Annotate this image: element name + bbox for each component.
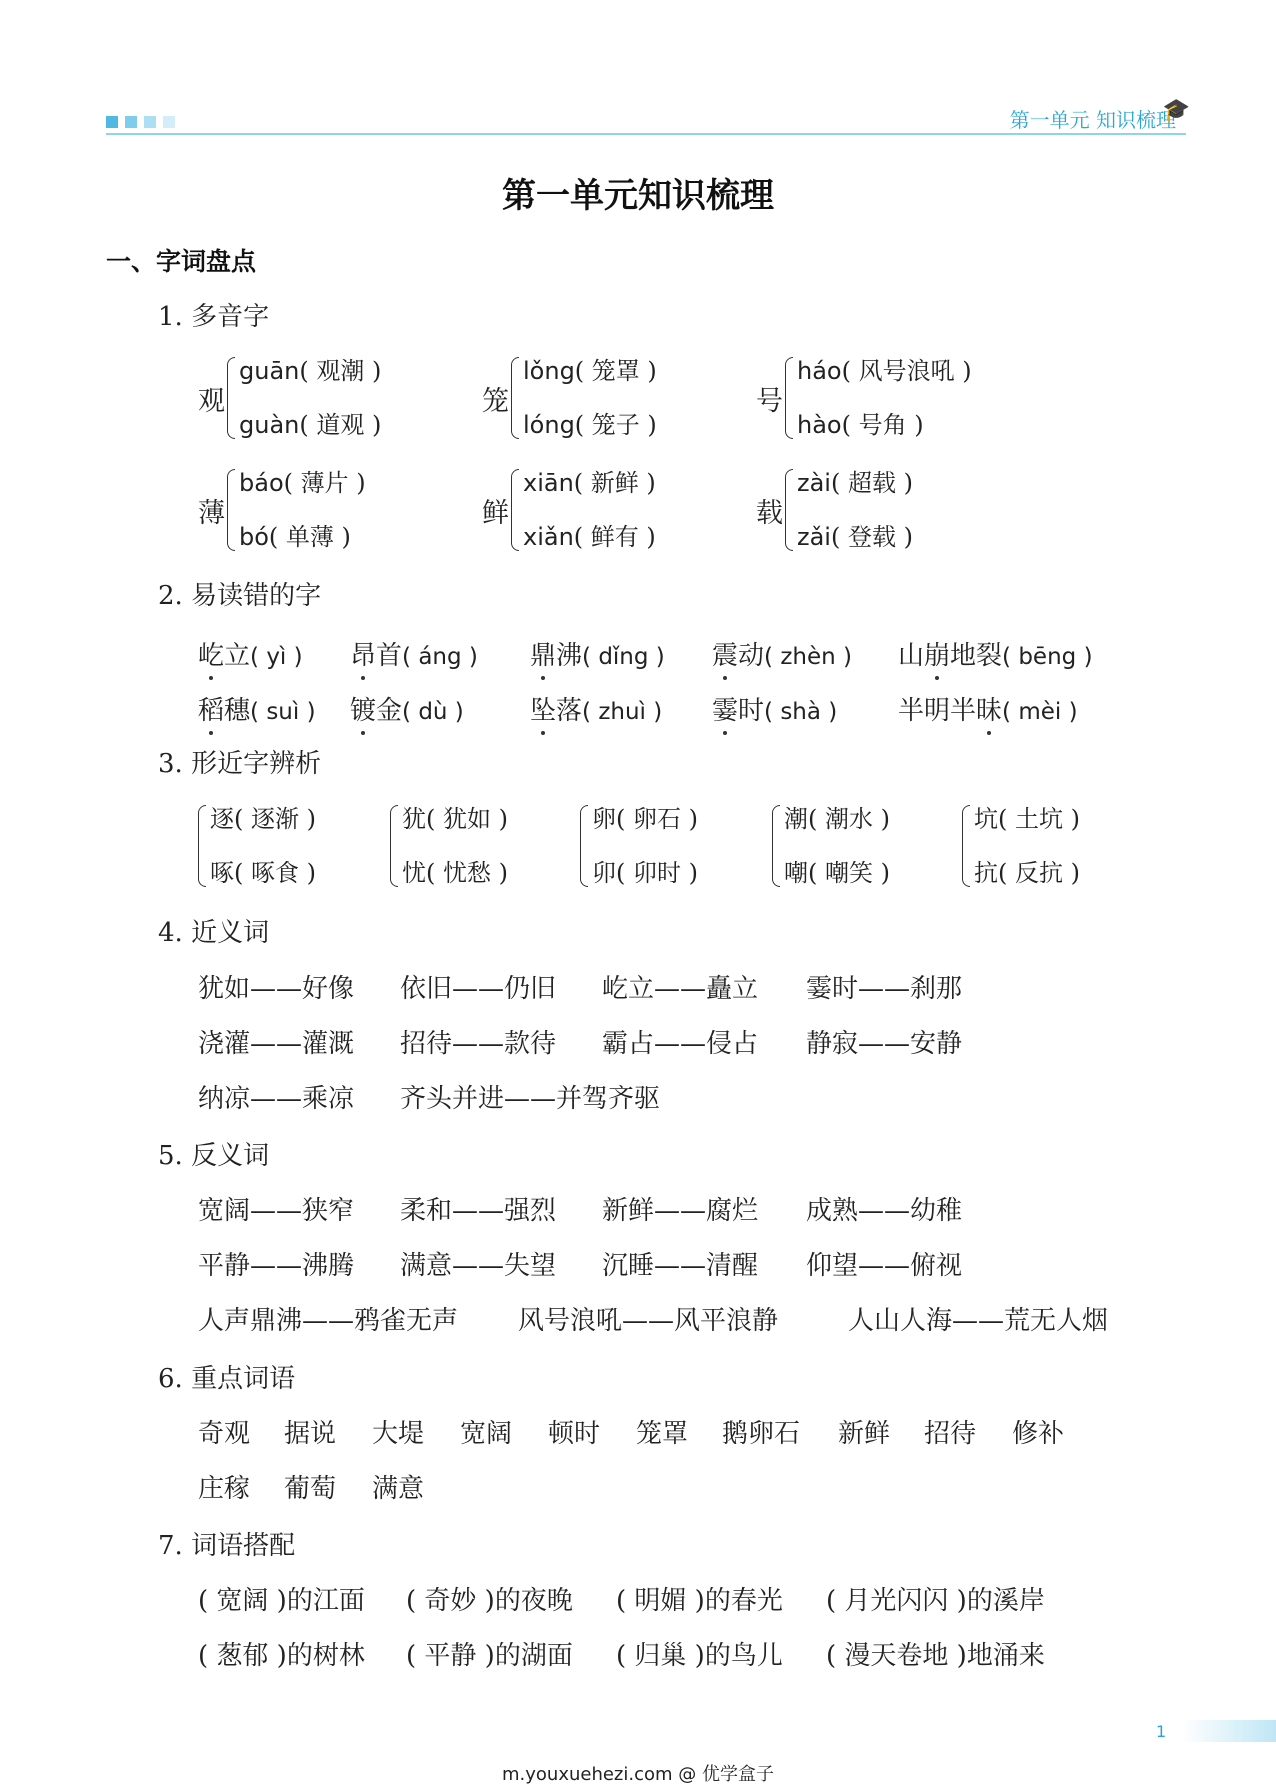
dotted-char: 昧 bbox=[976, 690, 1002, 727]
similar-char-entry: 犹( 犹如 ) bbox=[402, 805, 508, 833]
polyphone-char: 鲜 bbox=[482, 497, 509, 529]
word-part: 时 bbox=[738, 696, 765, 726]
example-word: ( 风号浪吼 ) bbox=[841, 357, 972, 385]
key-word: 鹅卵石 bbox=[722, 1419, 801, 1449]
pinyin: hào bbox=[797, 411, 842, 439]
polyphone-reading bbox=[523, 352, 657, 390]
word-part: 动 bbox=[738, 641, 765, 671]
brace-icon bbox=[390, 805, 398, 887]
misread-word bbox=[898, 635, 1093, 672]
word-part: 落 bbox=[556, 696, 583, 726]
key-word: 庄稼 bbox=[198, 1474, 251, 1504]
synonym-pair: 纳凉——乘凉 bbox=[198, 1084, 355, 1114]
polyphone-item bbox=[482, 352, 657, 444]
word-part: 立 bbox=[224, 641, 251, 671]
synonyms-label: 4. 近义词 bbox=[158, 918, 270, 948]
similar-group bbox=[390, 800, 508, 892]
polyphone-char: 观 bbox=[198, 385, 225, 417]
similar-char-entry: 卯( 卯时 ) bbox=[592, 859, 698, 887]
word-part: 金 bbox=[376, 696, 403, 726]
similar-char-entry: 卵( 卵石 ) bbox=[592, 805, 698, 833]
page-title: 第一单元知识梳理 bbox=[502, 176, 774, 216]
dotted-char: 震 bbox=[712, 635, 738, 672]
synonym-pair: 静寂——安静 bbox=[806, 1029, 963, 1059]
misread-word bbox=[898, 690, 1078, 727]
synonym-pair: 招待——款待 bbox=[400, 1029, 557, 1059]
brace-icon bbox=[227, 469, 235, 551]
similar-char-entry: 忧( 忧愁 ) bbox=[402, 859, 508, 887]
brace-icon bbox=[511, 469, 519, 551]
brace-icon bbox=[772, 805, 780, 887]
polyphone-reading bbox=[797, 518, 913, 556]
misread-word bbox=[198, 690, 316, 727]
pinyin: ( zhèn ) bbox=[764, 644, 852, 670]
pinyin: guān bbox=[239, 357, 300, 385]
pinyin: ( zhuì ) bbox=[582, 699, 663, 725]
brace-icon bbox=[785, 357, 793, 439]
collocation: ( 宽阔 )的江面 bbox=[198, 1586, 365, 1616]
word-part: 半明半 bbox=[898, 696, 977, 726]
pinyin: xiǎn bbox=[523, 523, 574, 551]
header-rule bbox=[106, 133, 1186, 135]
pinyin: ( suì ) bbox=[250, 699, 316, 725]
similar-char-entry: 啄( 啄食 ) bbox=[210, 859, 316, 887]
polyphones-label: 1. 多音字 bbox=[158, 302, 270, 332]
pinyin: ( bēng ) bbox=[1002, 644, 1093, 670]
example-word: ( 超载 ) bbox=[830, 469, 913, 497]
dotted-char: 坠 bbox=[530, 690, 556, 727]
collocation: ( 漫天卷地 )地涌来 bbox=[826, 1641, 1045, 1671]
antonyms-label: 5. 反义词 bbox=[158, 1141, 270, 1171]
dotted-char: 昂 bbox=[350, 635, 376, 672]
key-word: 修补 bbox=[1012, 1419, 1065, 1449]
polyphone-reading bbox=[797, 464, 913, 502]
synonym-pair: 犹如——好像 bbox=[198, 974, 355, 1004]
similar-char-entry: 坑( 土坑 ) bbox=[974, 805, 1080, 833]
synonym-pair: 齐头并进——并驾齐驱 bbox=[400, 1084, 661, 1114]
dotted-char: 鼎 bbox=[530, 635, 556, 672]
key-word: 笼罩 bbox=[636, 1419, 689, 1449]
pinyin: báo bbox=[239, 469, 284, 497]
example-word: ( 薄片 ) bbox=[283, 469, 366, 497]
example-word: ( 单薄 ) bbox=[268, 523, 351, 551]
polyphone-reading bbox=[239, 406, 381, 444]
similar-char-entry: 抗( 反抗 ) bbox=[974, 859, 1080, 887]
antonym-pair: 满意——失望 bbox=[400, 1251, 557, 1281]
word-part: 首 bbox=[376, 641, 403, 671]
word-part: 沸 bbox=[556, 641, 583, 671]
example-word: ( 新鲜 ) bbox=[573, 469, 656, 497]
collocation: ( 葱郁 )的树林 bbox=[198, 1641, 365, 1671]
similar-group bbox=[772, 800, 890, 892]
polyphone-char: 号 bbox=[756, 385, 783, 417]
polyphone-reading bbox=[239, 518, 366, 556]
pinyin: zài bbox=[797, 469, 831, 497]
key-word: 宽阔 bbox=[460, 1419, 513, 1449]
page-number: 1 bbox=[1156, 1722, 1167, 1741]
antonym-pair: 人声鼎沸——鸦雀无声 bbox=[198, 1306, 459, 1336]
polyphone-item bbox=[482, 464, 656, 556]
word-part: 地裂 bbox=[950, 641, 1003, 671]
antonym-pair: 柔和——强烈 bbox=[400, 1196, 557, 1226]
example-word: ( 号角 ) bbox=[841, 411, 924, 439]
antonym-pair: 风号浪吼——风平浪静 bbox=[518, 1306, 779, 1336]
misread-word bbox=[350, 635, 478, 672]
word-part: 穗 bbox=[224, 696, 251, 726]
graduation-cap-icon: 🎓 bbox=[1162, 98, 1190, 123]
similar-group bbox=[198, 800, 316, 892]
key-word: 招待 bbox=[924, 1419, 977, 1449]
similar-char-entry: 逐( 逐渐 ) bbox=[210, 805, 316, 833]
polyphone-reading bbox=[797, 406, 972, 444]
example-word: ( 笼子 ) bbox=[574, 411, 657, 439]
antonym-pair: 成熟——幼稚 bbox=[806, 1196, 963, 1226]
misread-label: 2. 易读错的字 bbox=[158, 581, 322, 611]
synonym-pair: 依旧——仍旧 bbox=[400, 974, 557, 1004]
polyphone-item bbox=[198, 464, 366, 556]
example-word: ( 笼罩 ) bbox=[574, 357, 657, 385]
collocation: ( 明媚 )的春光 bbox=[616, 1586, 783, 1616]
key-word: 据说 bbox=[284, 1419, 337, 1449]
similar-group bbox=[580, 800, 698, 892]
brace-icon bbox=[580, 805, 588, 887]
synonym-pair: 屹立——矗立 bbox=[602, 974, 759, 1004]
example-word: ( 观潮 ) bbox=[299, 357, 382, 385]
dotted-char: 稻 bbox=[198, 690, 224, 727]
antonym-pair: 新鲜——腐烂 bbox=[602, 1196, 759, 1226]
example-word: ( 鲜有 ) bbox=[573, 523, 656, 551]
polyphone-reading bbox=[523, 406, 657, 444]
similar-group bbox=[962, 800, 1080, 892]
example-word: ( 登载 ) bbox=[830, 523, 913, 551]
similar-label: 3. 形近字辨析 bbox=[158, 749, 322, 779]
polyphone-reading bbox=[523, 518, 656, 556]
word-part: 山 bbox=[898, 641, 925, 671]
antonym-pair: 仰望——俯视 bbox=[806, 1251, 963, 1281]
pinyin: guàn bbox=[239, 411, 300, 439]
collocation: ( 平静 )的湖面 bbox=[406, 1641, 573, 1671]
misread-word bbox=[350, 690, 464, 727]
polyphone-item bbox=[756, 464, 913, 556]
misread-word bbox=[530, 690, 662, 727]
polyphone-char: 薄 bbox=[198, 497, 225, 529]
pinyin: ( dù ) bbox=[402, 699, 464, 725]
key-word: 大堤 bbox=[372, 1419, 425, 1449]
antonym-pair: 宽阔——狭窄 bbox=[198, 1196, 355, 1226]
page-number-bar bbox=[1182, 1720, 1276, 1742]
brace-icon bbox=[511, 357, 519, 439]
pinyin: ( áng ) bbox=[402, 644, 478, 670]
antonym-pair: 人山人海——荒无人烟 bbox=[848, 1306, 1109, 1336]
pinyin: lóng bbox=[523, 411, 575, 439]
pinyin: háo bbox=[797, 357, 842, 385]
polyphone-item bbox=[756, 352, 972, 444]
polyphone-item bbox=[198, 352, 381, 444]
example-word: ( 道观 ) bbox=[299, 411, 382, 439]
dotted-char: 霎 bbox=[712, 690, 738, 727]
pinyin: zǎi bbox=[797, 523, 831, 551]
polyphone-char: 笼 bbox=[482, 385, 509, 417]
brace-icon bbox=[785, 469, 793, 551]
collocation: ( 奇妙 )的夜晚 bbox=[406, 1586, 573, 1616]
header-squares bbox=[106, 116, 175, 128]
brace-icon bbox=[962, 805, 970, 887]
header-section-label: 第一单元 知识梳理 bbox=[1009, 108, 1176, 132]
misread-word bbox=[712, 635, 852, 672]
pinyin: xiān bbox=[523, 469, 574, 497]
key-word: 奇观 bbox=[198, 1419, 251, 1449]
misread-word bbox=[198, 635, 303, 672]
synonym-pair: 浇灌——灌溉 bbox=[198, 1029, 355, 1059]
antonym-pair: 平静——沸腾 bbox=[198, 1251, 355, 1281]
polyphone-reading bbox=[797, 352, 972, 390]
synonym-pair: 霎时——刹那 bbox=[806, 974, 963, 1004]
similar-char-entry: 嘲( 嘲笑 ) bbox=[784, 859, 890, 887]
brace-icon bbox=[198, 805, 206, 887]
key-word: 满意 bbox=[372, 1474, 425, 1504]
collocation: ( 月光闪闪 )的溪岸 bbox=[826, 1586, 1045, 1616]
pinyin: ( yì ) bbox=[250, 644, 303, 670]
footer-watermark: m.youxuehezi.com @ 优学盒子 bbox=[501, 1764, 774, 1785]
section-heading: 一、字词盘点 bbox=[106, 247, 257, 276]
misread-word bbox=[530, 635, 665, 672]
synonym-pair: 霸占——侵占 bbox=[602, 1029, 759, 1059]
polyphone-reading bbox=[239, 464, 366, 502]
antonym-pair: 沉睡——清醒 bbox=[602, 1251, 759, 1281]
keywords-label: 6. 重点词语 bbox=[158, 1364, 296, 1394]
similar-char-entry: 潮( 潮水 ) bbox=[784, 805, 890, 833]
polyphone-reading bbox=[523, 464, 656, 502]
dotted-char: 崩 bbox=[924, 635, 950, 672]
polyphone-char: 载 bbox=[756, 497, 783, 529]
polyphone-reading bbox=[239, 352, 381, 390]
pinyin: ( shà ) bbox=[764, 699, 838, 725]
pinyin: ( dǐng ) bbox=[582, 644, 665, 670]
pinyin: lǒng bbox=[523, 357, 575, 385]
key-word: 顿时 bbox=[548, 1419, 601, 1449]
pinyin: ( mèi ) bbox=[1002, 699, 1078, 725]
key-word: 葡萄 bbox=[284, 1474, 337, 1504]
pinyin: bó bbox=[239, 523, 269, 551]
brace-icon bbox=[227, 357, 235, 439]
misread-word bbox=[712, 690, 837, 727]
key-word: 新鲜 bbox=[838, 1419, 891, 1449]
collocation: ( 归巢 )的鸟儿 bbox=[616, 1641, 783, 1671]
dotted-char: 屹 bbox=[198, 635, 224, 672]
collocations-label: 7. 词语搭配 bbox=[158, 1531, 296, 1561]
dotted-char: 镀 bbox=[350, 690, 376, 727]
